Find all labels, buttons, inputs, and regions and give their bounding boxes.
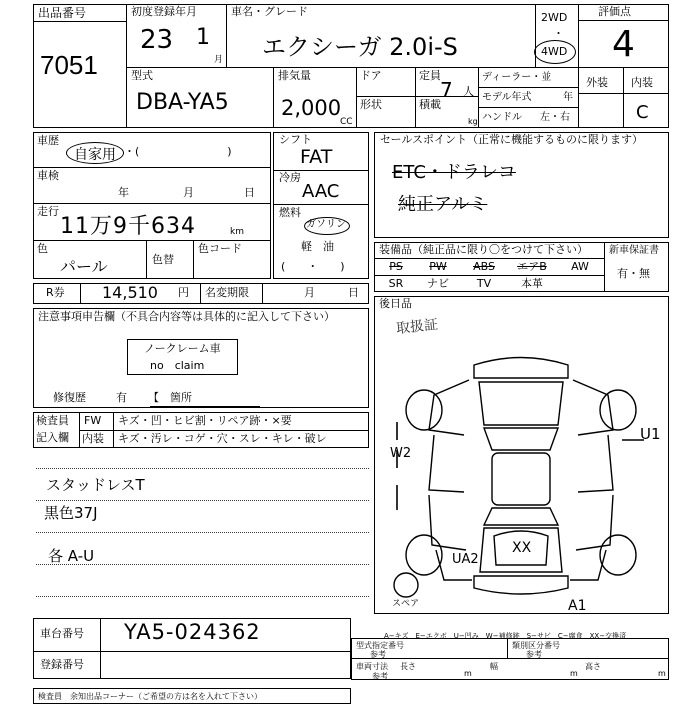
damage-legend: A−キズ E−エクボ U−凹み W−補修跡 S−サビ C−腐食 XX−交換済 [384,632,627,640]
score-value: 4 [612,24,635,65]
displacement-value: 2,000 [281,96,342,120]
selling-points-label: セールスポイント（正常に機能するものに限ります） [380,133,644,146]
lot-number: 7051 [40,50,98,80]
mark-bottom: A1 [568,598,587,614]
mark-right-side: U1 [640,425,661,443]
selling-point-2: 純正アルミ [398,194,488,215]
score-label: 評価点 [598,5,631,18]
note-line-1: スタッドレスT [46,476,145,494]
chassis-value: YA5-024362 [124,620,261,644]
equip-aw: AW [571,260,589,273]
spare-label: スペア [392,599,420,609]
equip-airbag: エアB [517,260,547,273]
first-reg-year: 23 [140,25,174,55]
first-reg-label: 初度登録年月 [131,5,197,18]
ac-value: AAC [302,181,340,202]
model-code-value: DBA-YA5 [136,90,229,115]
mark-left-side: W2 [390,446,412,461]
lot-label: 出品番号 [38,6,87,20]
drive-circle [534,40,576,64]
mark-rear: XX [512,540,532,556]
recycle-box [33,283,369,304]
equip-abs: ABS [473,260,495,273]
selling-point-1: ETC・ドラレコ [392,162,516,183]
shift-value: FAT [300,146,333,168]
capacity-value: 7 [440,78,453,102]
selling-points-box [374,132,669,238]
notes-label: 注意事項申告欄（不具合内容等は具体的に記入して下さい） [38,310,335,323]
model-grade-label: 車名・グレード [231,5,308,18]
note-line-3: 各 A-U [48,547,95,565]
equip-pw: PW [429,260,447,273]
car-diagram [374,340,669,610]
model-grade-value: エクシーガ 2.0i-S [262,33,458,61]
interior-grade: C [636,102,649,123]
color-value: パール [60,257,108,276]
equip-ps: PS [389,260,403,273]
note-line-2: 黒色37J [44,504,98,522]
history-value: 自家用 [74,147,116,163]
mileage-value: 11万9千634 [60,214,196,239]
recycle-value: 14,510 [102,283,158,302]
auction-sheet: 出品番号 7051 初度登録年月 23 1 月 車名・グレード エクシーガ 2.0i-S 2WD ・ 4WD 評価点 4 型式 DBA-YA5 排気量 2,000 CC ドア 形状 定員 7 人 積載 kg ディーラー・並 モデル年式 年 ハンドル 左・右 外装 内装 C 車歴 自家用 ・( ) 車検 年 月 日 走行 11万9千634 km 色 パール 色替 色コード シフト FAT 冷房 AAC 燃料 ガソリン 軽 油 ( ・ ) セールスポイント（正常に機能するものに限ります） ETC・ドラレコ 純正アルミ 装備品（純正品に限り〇をつけて下さい） PS PW ABS エアB AW SR ナビ TV 本革 新車保証書 有・無 R券 14,510 円 名変期限 月 日 注意事項申告欄（不具合内容等は具体的に記入して下さい） ノークレーム車 no claim 修復歴 有 【 箇所 後日品 取扱証 U1 W2 XX UA2 A1 スペア 検査員 記入欄 FW キズ・凹・ヒビ割・リペア跡・×要 内装 キズ・汚レ・コゲ・穴・スレ・キレ・破レ スタッドレスT 黒色37J 各 A-U 車台番号 YA5-024362 登録番号 A−キズ E−エクボ U−凹み W−補修跡 S−サビ C−腐食 XX−交換済 型式指定番号 参考 類別区分番号 参考 車両寸法 参考 長さ m 幅 m 高さ m 検査員 余知出品コーナー（ご希望の方は名を入れて下さい） [0,0,700,700]
later-docs-handwritten: 取扱証 [395,316,439,338]
drive-4wd: 4WD [541,45,568,58]
first-reg-month: 1 [196,25,210,50]
mark-rear-left: UA2 [452,552,479,567]
